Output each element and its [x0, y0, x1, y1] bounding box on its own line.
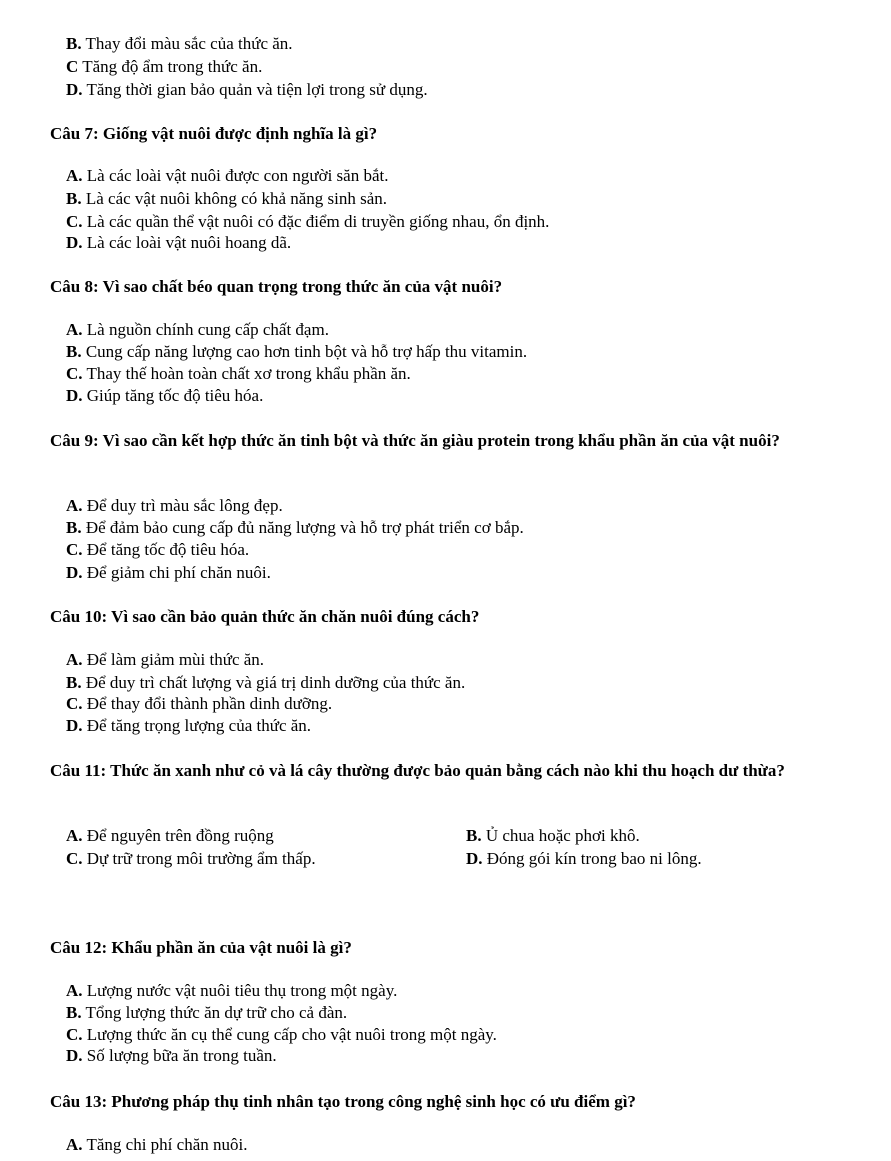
option-text: Để làm giảm mùi thức ăn. — [82, 650, 265, 669]
option-letter: C. — [66, 364, 83, 383]
option-line — [66, 540, 249, 560]
option-line — [66, 386, 263, 406]
option-line — [66, 650, 264, 670]
question-title: Câu 8: Vì sao chất béo quan trọng trong thức ăn của vật nuôi? — [50, 277, 503, 296]
option-text: Ủ chua hoặc phơi khô. — [481, 826, 640, 845]
option-text: Để tăng trọng lượng của thức ăn. — [82, 716, 312, 735]
option-letter: D. — [66, 563, 83, 582]
option-letter: B. — [66, 342, 82, 361]
option-line — [66, 1025, 497, 1045]
option-text: Để giảm chi phí chăn nuôi. — [82, 563, 271, 582]
option-text: Tăng thời gian bảo quản và tiện lợi trong sử dụng. — [82, 80, 428, 99]
option-letter: B. — [66, 34, 82, 53]
question-title: Câu 9: Vì sao cần kết hợp thức ăn tinh bột và thức ăn giàu protein trong khẩu phần ăn của vật nuôi? — [50, 431, 780, 450]
option-text: Tổng lượng thức ăn dự trữ cho cả đàn. — [81, 1003, 348, 1022]
option-letter: A. — [66, 320, 83, 339]
option-line — [66, 694, 332, 714]
option-letter: D. — [66, 386, 83, 405]
option-line — [66, 673, 465, 693]
option-text: Để duy trì màu sắc lông đẹp. — [82, 496, 283, 515]
option-text: Để nguyên trên đồng ruộng — [82, 826, 274, 845]
option-text: Để duy trì chất lượng và giá trị dinh dưỡng của thức ăn. — [81, 673, 466, 692]
option-text: Là các quần thể vật nuôi có đặc điểm di truyền giống nhau, ổn định. — [82, 212, 550, 231]
option-text: Dự trữ trong môi trường ẩm thấp. — [82, 849, 316, 868]
option-letter: D. — [66, 80, 83, 99]
option-line — [66, 34, 293, 54]
option-text: Là các loài vật nuôi hoang dã. — [82, 233, 292, 252]
option-line — [66, 1135, 247, 1155]
question-title: Câu 7: Giống vật nuôi được định nghĩa là gì? — [50, 124, 378, 143]
option-letter: B. — [466, 826, 482, 845]
option-text: Để thay đổi thành phần dinh dưỡng. — [82, 694, 333, 713]
option-text: Tăng độ ẩm trong thức ăn. — [78, 57, 263, 76]
option-line — [66, 364, 411, 384]
option-line — [66, 826, 274, 846]
option-text: Số lượng bữa ăn trong tuần. — [82, 1046, 277, 1065]
option-line — [66, 320, 329, 340]
question-title: Câu 10: Vì sao cần bảo quản thức ăn chăn nuôi đúng cách? — [50, 607, 480, 626]
option-line — [66, 981, 397, 1001]
option-line — [66, 716, 311, 736]
option-line — [66, 80, 428, 100]
option-text: Là các loài vật nuôi được con người săn bắt. — [82, 166, 389, 185]
question-title: Câu 12: Khẩu phần ăn của vật nuôi là gì? — [50, 938, 352, 957]
option-letter: A. — [66, 650, 83, 669]
option-letter: A. — [66, 826, 83, 845]
option-letter: B. — [66, 518, 82, 537]
option-text: Tăng chi phí chăn nuôi. — [82, 1135, 248, 1154]
option-line — [66, 166, 388, 186]
option-letter: C — [66, 57, 79, 76]
option-line — [66, 1046, 277, 1066]
option-letter: C. — [66, 212, 83, 231]
option-letter: A. — [66, 981, 83, 1000]
option-text: Giúp tăng tốc độ tiêu hóa. — [82, 386, 264, 405]
option-line — [466, 849, 702, 869]
option-line — [66, 189, 387, 209]
option-line — [466, 826, 640, 846]
option-line — [66, 849, 316, 869]
option-text: Đóng gói kín trong bao ni lông. — [482, 849, 702, 868]
option-letter: C. — [66, 540, 83, 559]
option-letter: D. — [66, 233, 83, 252]
option-line — [66, 57, 262, 77]
option-letter: C. — [66, 849, 83, 868]
option-letter: D. — [66, 1046, 83, 1065]
option-text: Để tăng tốc độ tiêu hóa. — [82, 540, 250, 559]
option-text: Thay đổi màu sắc của thức ăn. — [81, 34, 293, 53]
option-text: Lượng nước vật nuôi tiêu thụ trong một ngày. — [82, 981, 398, 1000]
option-line — [66, 212, 549, 232]
option-letter: A. — [66, 1135, 83, 1154]
option-letter: C. — [66, 1025, 83, 1044]
option-line — [66, 518, 524, 538]
option-line — [66, 563, 271, 583]
option-text: Là nguồn chính cung cấp chất đạm. — [82, 320, 329, 339]
option-letter: B. — [66, 1003, 82, 1022]
option-letter: A. — [66, 496, 83, 515]
question-title: Câu 13: Phương pháp thụ tinh nhân tạo trong công nghệ sinh học có ưu điểm gì? — [50, 1092, 636, 1111]
option-line — [66, 496, 283, 516]
question-title: Câu 11: Thức ăn xanh như cỏ và lá cây thường được bảo quản bằng cách nào khi thu hoạch dư thừa? — [50, 761, 785, 780]
option-line — [66, 342, 527, 362]
option-letter: C. — [66, 694, 83, 713]
option-letter: B. — [66, 673, 82, 692]
option-text: Để đảm bảo cung cấp đủ năng lượng và hỗ trợ phát triển cơ bắp. — [81, 518, 524, 537]
option-letter: D. — [466, 849, 483, 868]
option-letter: D. — [66, 716, 83, 735]
option-text: Thay thế hoàn toàn chất xơ trong khẩu phần ăn. — [82, 364, 411, 383]
option-letter: B. — [66, 189, 82, 208]
option-line — [66, 233, 291, 253]
option-letter: A. — [66, 166, 83, 185]
option-text: Lượng thức ăn cụ thể cung cấp cho vật nuôi trong một ngày. — [82, 1025, 497, 1044]
option-text: Cung cấp năng lượng cao hơn tinh bột và hỗ trợ hấp thu vitamin. — [81, 342, 528, 361]
option-line — [66, 1003, 347, 1023]
option-text: Là các vật nuôi không có khả năng sinh sản. — [81, 189, 388, 208]
